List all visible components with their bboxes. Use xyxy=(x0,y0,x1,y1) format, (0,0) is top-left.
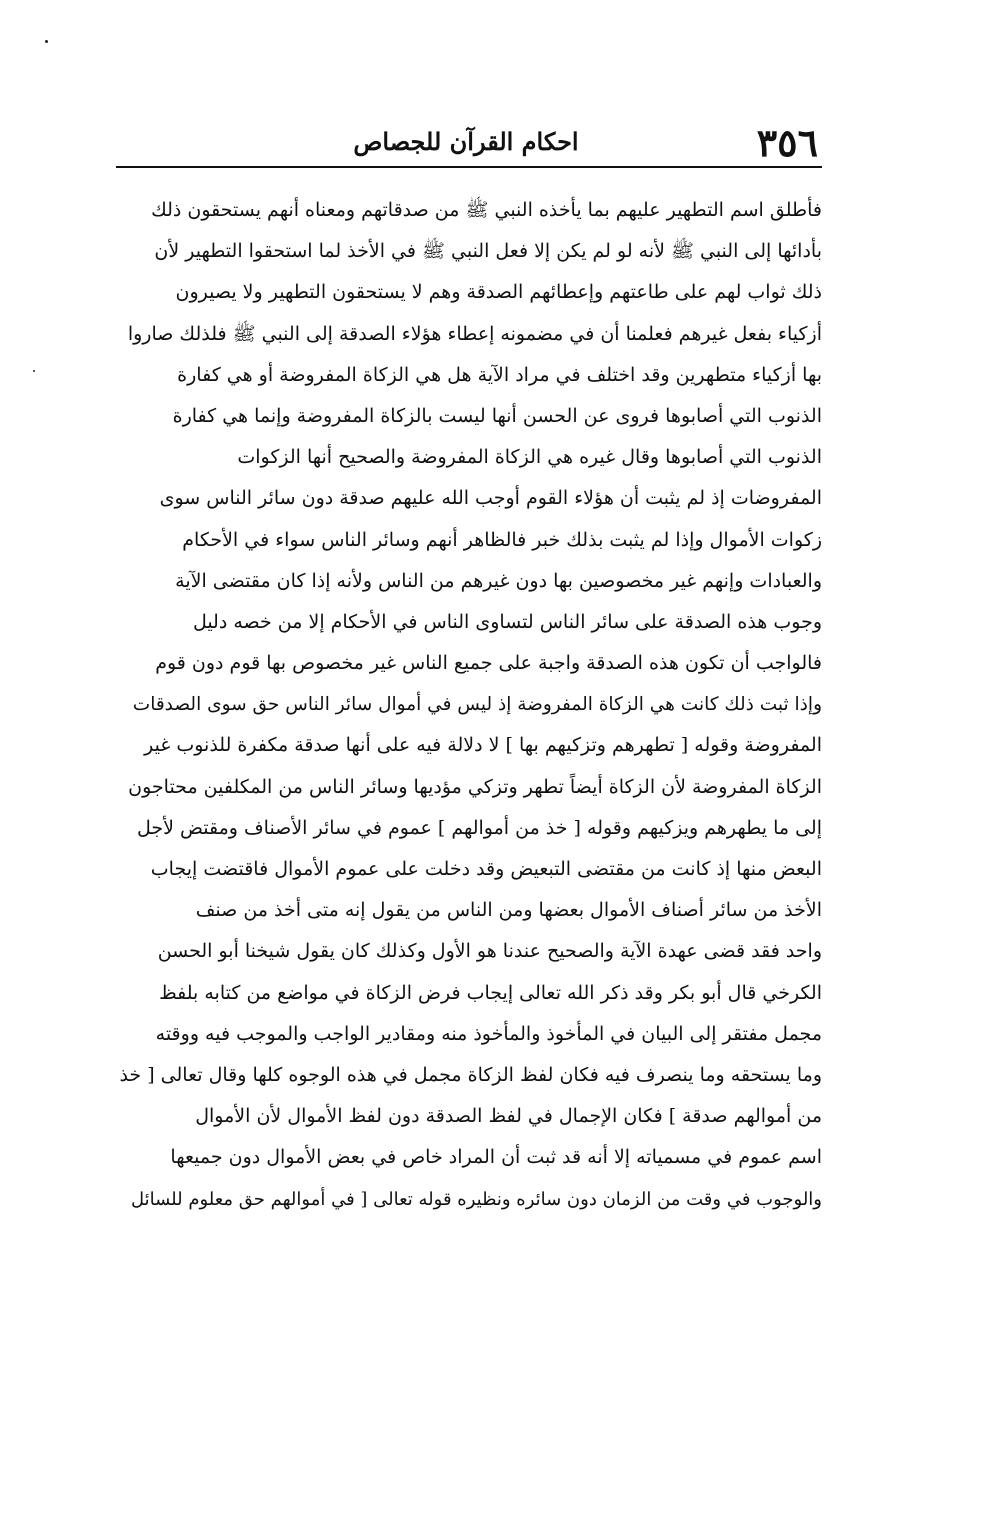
text-line: بأدائها إلى النبي ﷺ لأنه لو لم يكن إلا فعل النبي ﷺ في الأخذ لما استحقوا التطهير لأن xyxy=(154,240,822,263)
text-line: الزكاة المفروضة لأن الزكاة أيضاً تطهر وتزكي مؤديها وسائر الناس من المكلفين محتاجون xyxy=(128,775,822,798)
header-rule xyxy=(116,166,822,168)
text-line: فالواجب أن تكون هذه الصدقة واجبة على جميع الناس غير مخصوص بها قوم دون قوم xyxy=(155,652,822,675)
text-line: المفروضات إذ لم يثبت أن هؤلاء القوم أوجب الله عليهم صدقة دون سائر الناس سوى xyxy=(159,487,822,510)
text-line: وجوب هذه الصدقة على سائر الناس لتساوى الناس في الأحكام إلا من خصه دليل xyxy=(192,610,822,633)
text-line: بها أزكياء متطهرين وقد اختلف في مراد الآية هل هي الزكاة المفروضة أو هي كفارة xyxy=(177,363,822,386)
text-line: الذنوب التي أصابوها وقال غيره هي الزكاة المفروضة والصحيح أنها الزكوات xyxy=(237,446,822,469)
running-title: احكام القرآن للجصاص xyxy=(353,127,579,156)
text-line: من أموالهم صدقة ] فكان الإجمال في لفظ الصدقة دون لفظ الأموال لأن الأموال xyxy=(195,1105,822,1128)
body-text xyxy=(116,190,822,1220)
page-header xyxy=(110,118,822,168)
text-line: المفروضة وقوله [ تطهرهم وتزكيهم بها ] لا دلالة فيه على أنها صدقة مكفرة للذنوب غير xyxy=(144,734,822,757)
text-line: فأطلق اسم التطهير عليهم بما يأخذه النبي ﷺ من صدقاتهم ومعناه أنهم يستحقون ذلك xyxy=(151,199,822,221)
text-line: مجمل مفتقر إلى البيان في المأخوذ والمأخوذ منه ومقادير الواجب والموجب فيه ووقته xyxy=(155,1022,822,1045)
page-number: ٣٥٦ xyxy=(756,120,818,165)
scan-speck xyxy=(33,370,35,372)
text-line: والعبادات وإنهم غير مخصوصين بها دون غيرهم من الناس ولأنه إذا كان مقتضى الآية xyxy=(175,569,822,592)
text-line: وما يستحقه وما ينصرف فيه فكان لفظ الزكاة مجمل في هذه الوجوه كلها وقال تعالى [ خذ xyxy=(119,1063,822,1086)
text-line: الذنوب التي أصابوها فروى عن الحسن أنها ليست بالزكاة المفروضة وإنما هي كفارة xyxy=(172,404,822,427)
text-line: الأخذ من سائر أصناف الأموال بعضها ومن الناس من يقول إنه متى أخذ من صنف xyxy=(195,899,822,922)
text-line: البعض منها إذ كانت من مقتضى التبعيض وقد دخلت على عموم الأموال فاقتضت إيجاب xyxy=(150,858,822,880)
text-line: زكوات الأموال وإذا لم يثبت بذلك خبر فالظاهر أنهم وسائر الناس سواء في الأحكام xyxy=(182,528,822,551)
text-line: ذلك ثواب لهم على طاعتهم وإعطائهم الصدقة وهم لا يستحقون التطهير ولا يصيرون xyxy=(175,281,822,304)
scan-speck xyxy=(45,40,48,43)
text-line: اسم عموم في مسمياته إلا أنه قد ثبت أن المراد خاص في بعض الأموال دون جميعها xyxy=(170,1146,822,1169)
text-line: إلى ما يطهرهم ويزكيهم وقوله [ خذ من أموالهم ] عموم في سائر الأصناف ومقتض لأجل xyxy=(136,816,822,839)
text-line: والوجوب في وقت من الزمان دون سائره ونظيره قوله تعالى [ في أموالهم حق معلوم للسائل xyxy=(130,1188,822,1210)
text-line: الكرخي قال أبو بكر وقد ذكر الله تعالى إيجاب فرض الزكاة في مواضع من كتابه بلفظ xyxy=(159,981,822,1004)
text-line: واحد فقد قضى عهدة الآية والصحيح عندنا هو الأول وكذلك كان يقول شيخنا أبو الحسن xyxy=(157,940,822,963)
text-line: وإذا ثبت ذلك كانت هي الزكاة المفروضة إذ ليس في أموال سائر الناس حق سوى الصدقات xyxy=(132,694,822,716)
text-line: أزكياء بفعل غيرهم فعلمنا أن في مضمونه إعطاء هؤلاء الصدقة إلى النبي ﷺ فلذلك صاروا xyxy=(127,322,822,345)
